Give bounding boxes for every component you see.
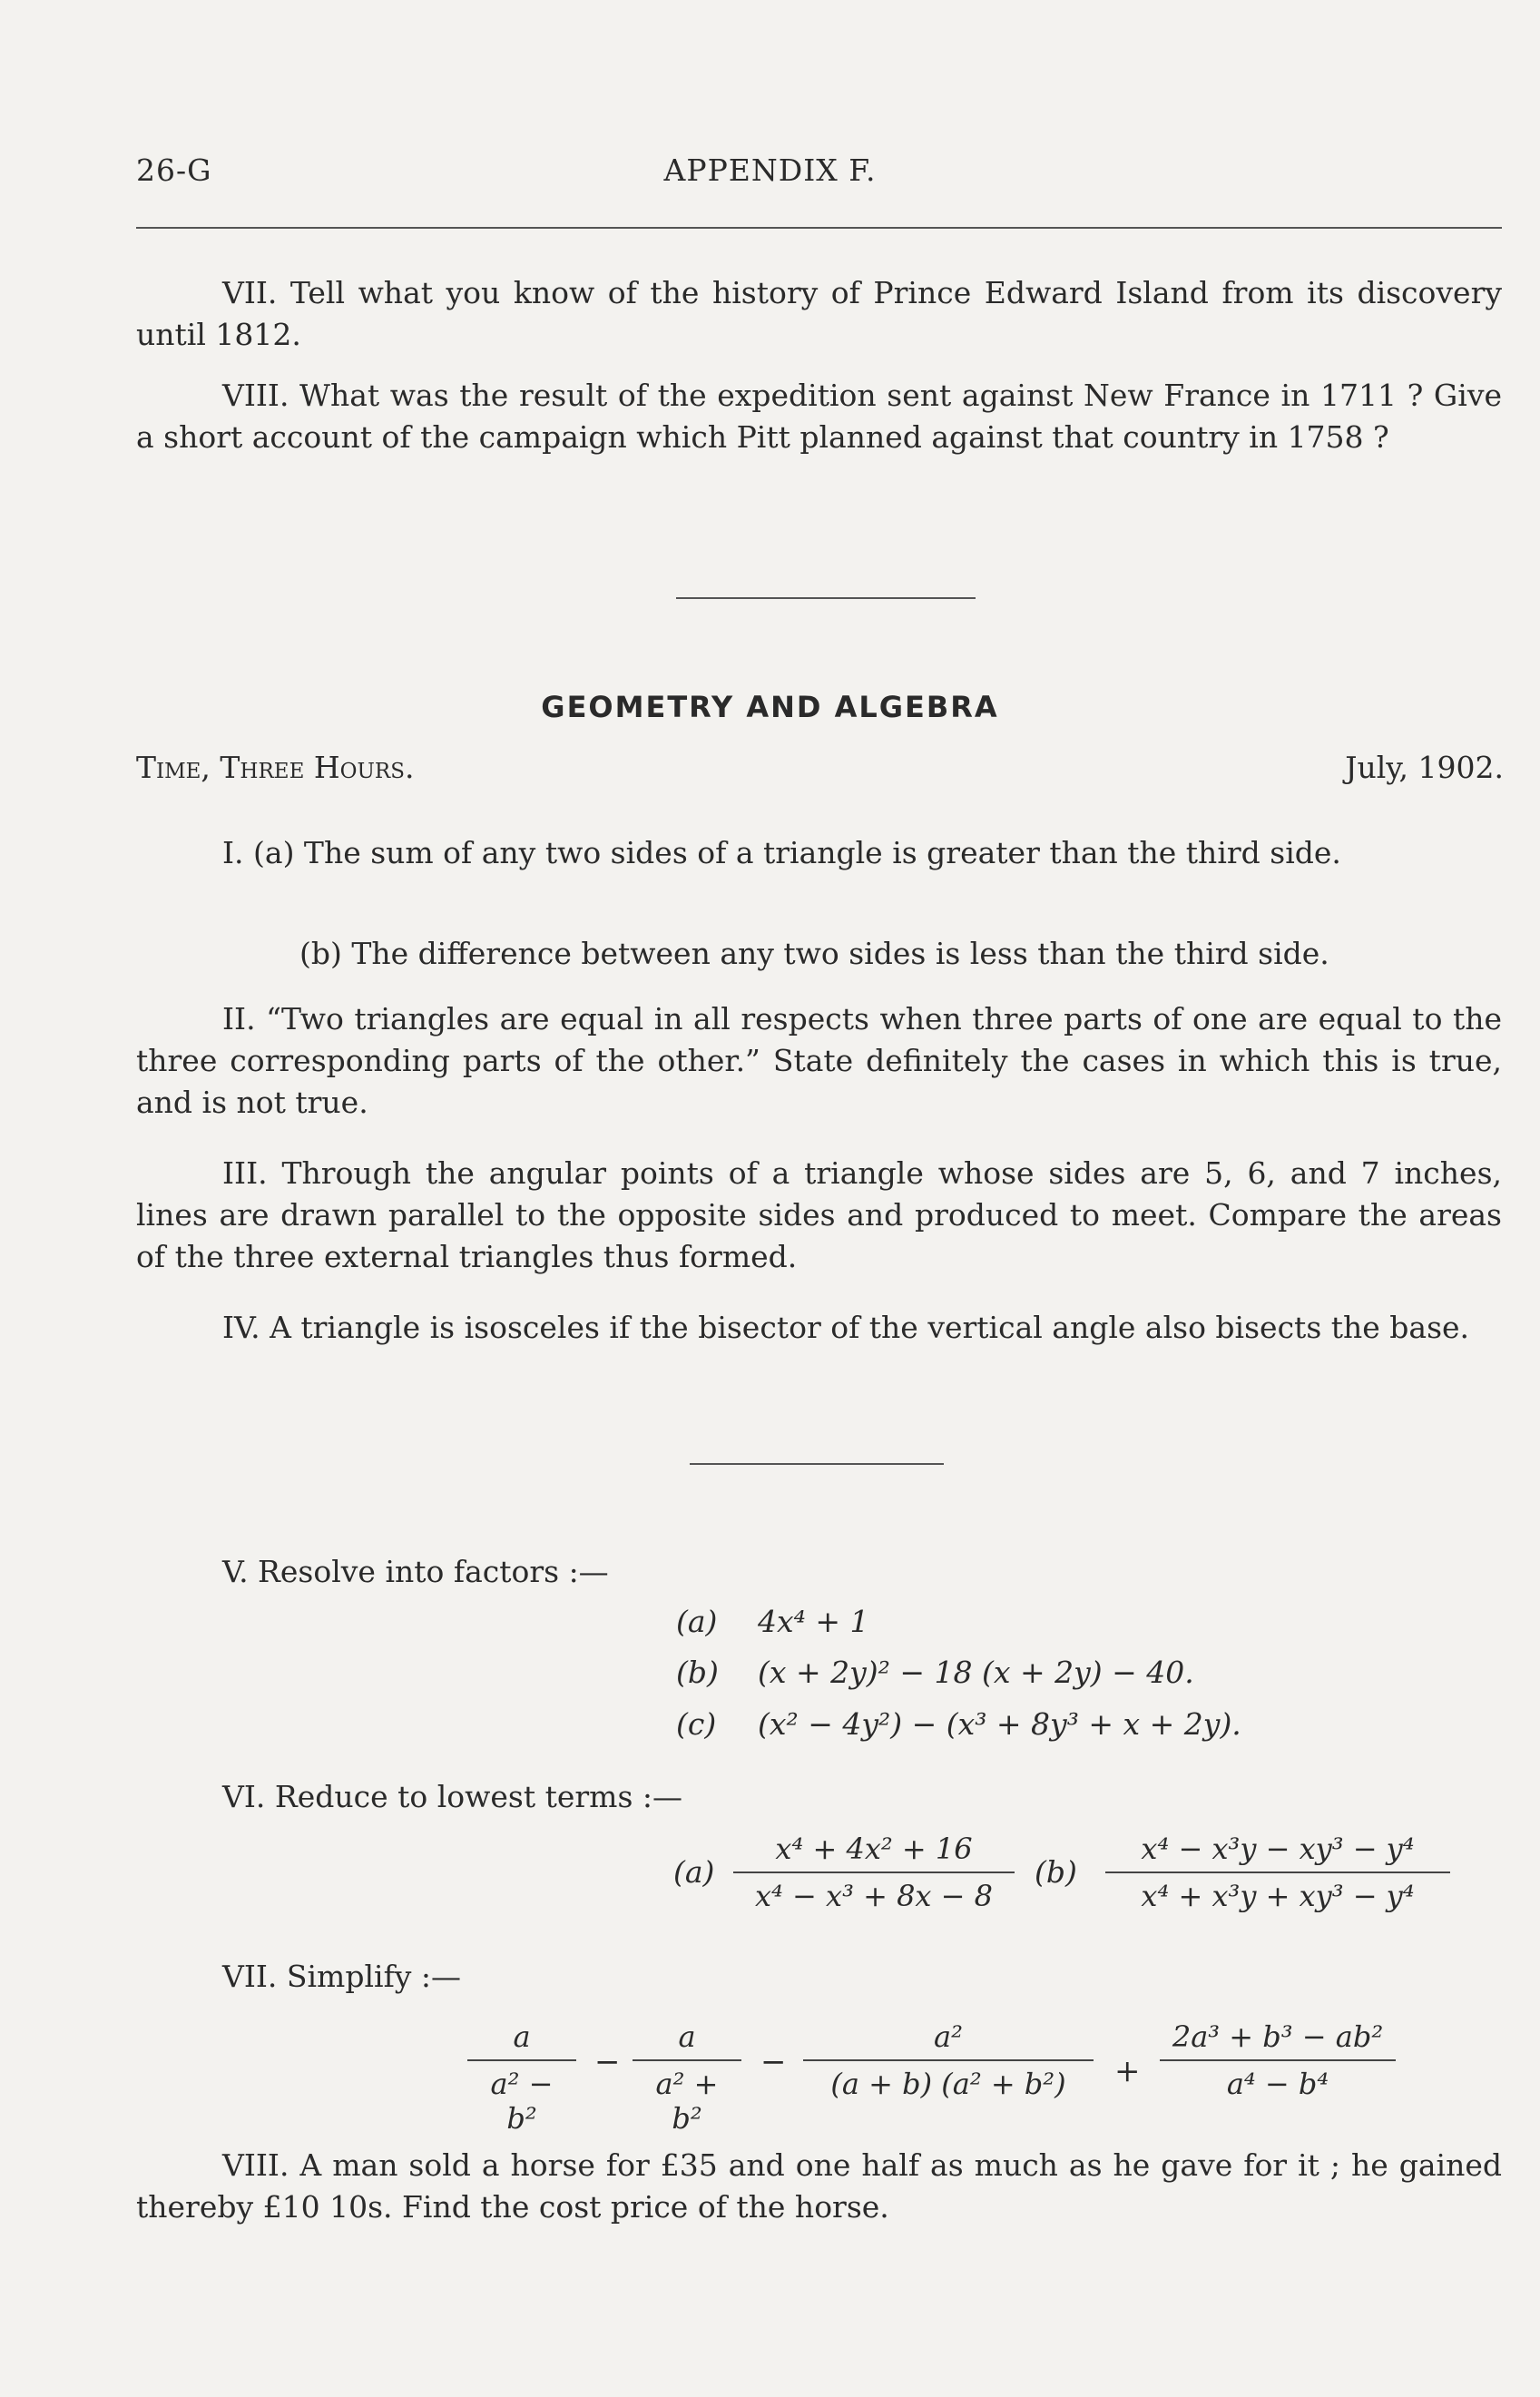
q7-term-4: [1160, 2019, 1396, 2101]
q6-a-label: (a): [673, 1854, 715, 1890]
q6-a-numerator: x⁴ + 4x² + 16: [775, 1832, 973, 1866]
q7-term-2: [633, 2019, 741, 2136]
q6-a-fraction: [733, 1832, 1015, 1913]
algebra-question-7-label: VII. Simplify :—: [222, 1959, 462, 1994]
q7-operator-2: −: [760, 2044, 787, 2080]
q5-c-label: (c): [676, 1706, 717, 1742]
algebra-question-8: VIII. A man sold a horse for £35 and one half as much as he gave for it ; he gained thereby £10 10s. Find the cost price of the horse.: [136, 2147, 1502, 2225]
q5-b-expression: (x + 2y)² − 18 (x + 2y) − 40.: [758, 1655, 1194, 1690]
geometry-question-4: IV. A triangle is isosceles if the bisector of the vertical angle also bisects the base.: [222, 1310, 1470, 1345]
running-title: APPENDIX F.: [663, 152, 877, 188]
q5-c-expression: (x² − 4y²) − (x³ + 8y³ + x + 2y).: [758, 1706, 1241, 1742]
q7-term-2-numerator: a: [678, 2019, 696, 2054]
q7-term-1-denominator: a² − b²: [490, 2067, 554, 2136]
geometry-question-1b: (b) The difference between any two sides is less than the third side.: [299, 936, 1329, 971]
algebra-question-5-label: V. Resolve into factors :—: [222, 1554, 609, 1589]
geometry-question-3: III. Through the angular points of a triangle whose sides are 5, 6, and 7 inches, lines are drawn parallel to the opposite sides and produced to meet. Compare the areas of the three external triangles thus formed.: [136, 1155, 1502, 1274]
exam-time: Time, Three Hours.: [136, 750, 415, 785]
geometry-question-2: II. “Two triangles are equal in all respects when three parts of one are equal to the three corresponding parts of the other.” State definitely the cases in which this is true, and is not true.: [136, 1001, 1502, 1120]
q5-a-label: (a): [676, 1604, 718, 1639]
q7-operator-3: +: [1114, 2053, 1141, 2089]
geometry-question-1a: I. (a) The sum of any two sides of a triangle is greater than the third side.: [222, 835, 1341, 870]
q7-term-4-denominator: a⁴ − b⁴: [1226, 2067, 1329, 2101]
section-divider-2: [690, 1463, 944, 1465]
q6-b-fraction: [1105, 1832, 1450, 1913]
header-rule: [136, 227, 1502, 229]
q5-a-expression: 4x⁴ + 1: [758, 1604, 869, 1639]
q7-term-1-numerator: a: [513, 2019, 531, 2054]
page-number: 26-G: [136, 152, 212, 188]
q6-b-numerator: x⁴ − x³y − xy³ − y⁴: [1141, 1832, 1415, 1866]
algebra-question-6-label: VI. Reduce to lowest terms :—: [222, 1779, 683, 1814]
q7-term-2-denominator: a² + b²: [655, 2067, 719, 2136]
q6-a-denominator: x⁴ − x³ + 8x − 8: [755, 1879, 993, 1913]
history-question-7: VII. Tell what you know of the history of Prince Edward Island from its discovery until 1812.: [136, 275, 1502, 352]
q6-b-label: (b): [1035, 1854, 1077, 1890]
q7-operator-1: −: [594, 2044, 621, 2080]
q7-term-4-numerator: 2a³ + b³ − ab²: [1172, 2019, 1384, 2054]
exam-date: July, 1902.: [1345, 750, 1504, 785]
q7-term-3: [803, 2019, 1094, 2101]
q7-term-1: [467, 2019, 576, 2136]
exam-title: GEOMETRY AND ALGEBRA: [541, 690, 999, 724]
q7-term-3-numerator: a²: [934, 2019, 963, 2054]
history-question-8: VIII. What was the result of the expedition sent against New France in 1711 ? Give a short account of the campaign which Pitt planned against that country in 1758 ?: [136, 378, 1502, 455]
q6-b-denominator: x⁴ + x³y + xy³ − y⁴: [1141, 1879, 1415, 1913]
q5-b-label: (b): [676, 1655, 719, 1690]
q7-term-3-denominator: (a + b) (a² + b²): [830, 2067, 1066, 2101]
section-divider: [676, 597, 976, 599]
